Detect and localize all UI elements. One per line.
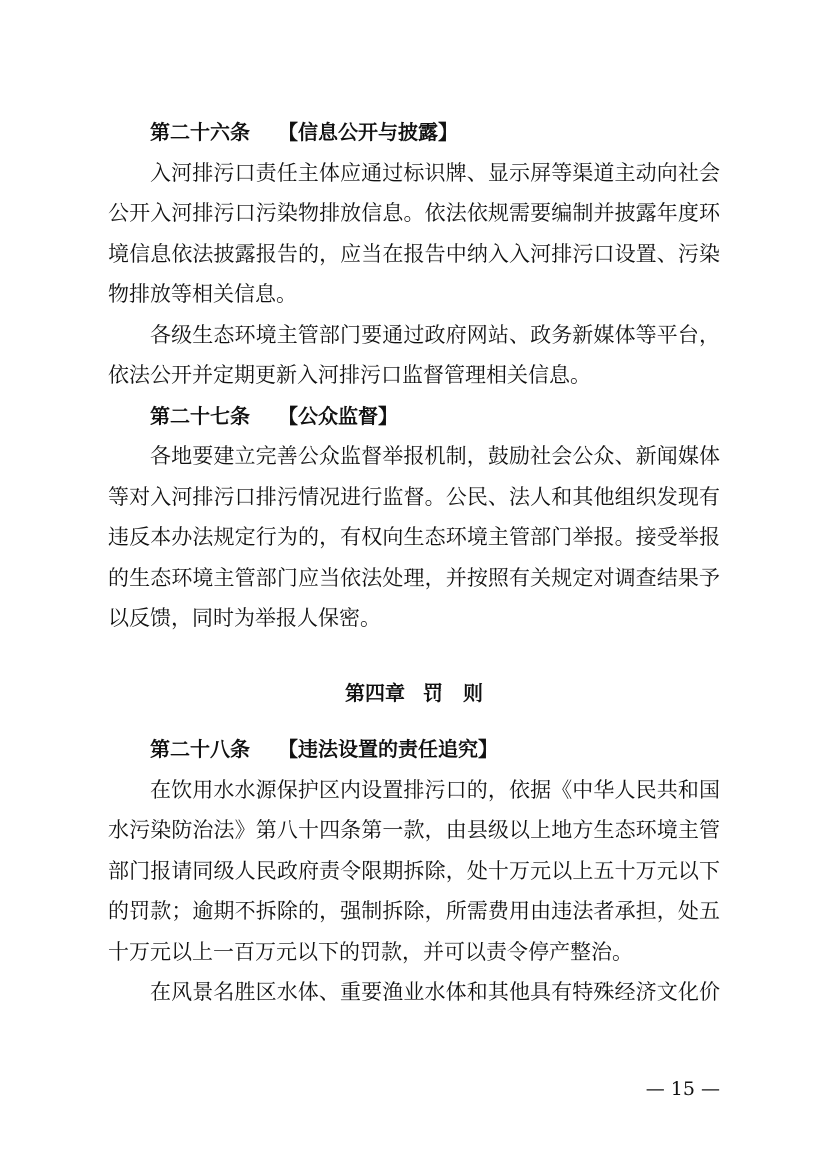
chapter-4-heading (108, 673, 720, 714)
section-spacer (108, 639, 720, 673)
article-26-heading (108, 112, 720, 153)
article-28-p1-line-1: 在饮用水水源保护区内设置排污口的，依据《中华人民共和国 (150, 777, 720, 802)
article-28-p2-line-1: 在风景名胜区水体、重要渔业水体和其他具有特殊经济文化价 (150, 980, 720, 1004)
article-27-p1-line-3: 违反本办法规定行为的，有权向生态环境主管部门举报。接受举报 (108, 525, 720, 549)
article-26-p2-line-1: 各级生态环境主管部门要通过政府网站、政务新媒体等平台， (150, 322, 720, 347)
article-27-p1-line-2: 等对入河排污口排污情况进行监督。公民、法人和其他组织发现有 (108, 484, 720, 509)
article-27-p1-line-1: 各地要建立完善公众监督举报机制，鼓励社会公众、新闻媒体 (150, 444, 720, 468)
article-28-number: 第二十八条 (150, 737, 250, 761)
article-28-p1-line-2: 水污染防治法》第八十四条第一款，由县级以上地方生态环境主管 (108, 818, 720, 842)
article-27-number: 第二十七条 (150, 403, 250, 428)
article-26-title: 【信息公开与披露】 (278, 120, 458, 144)
article-27-p1-line-4: 的生态环境主管部门应当依法处理，并按照有关规定对调查结果予 (108, 565, 720, 590)
article-28-heading (108, 729, 720, 770)
article-26-p1-line-4: 物排放等相关信息。 (108, 282, 297, 306)
chapter-4-title: 罚 则 (423, 680, 483, 705)
article-28-title: 【违法设置的责任追究】 (278, 737, 498, 761)
article-28-p1-line-5: 十万元以上一百万元以下的罚款，并可以责令停产整治。 (108, 939, 633, 964)
article-28-p1-line-4: 的罚款；逾期不拆除的，强制拆除，所需费用由违法者承担，处五 (108, 899, 720, 923)
article-26-p2-line-2: 依法公开并定期更新入河排污口监督管理相关信息。 (108, 363, 591, 387)
article-27-title: 【公众监督】 (278, 403, 398, 428)
article-28-p1-line-3: 部门报请同级人民政府责令限期拆除，处十万元以上五十万元以下 (108, 858, 720, 883)
article-26-p1-line-3: 境信息依法披露报告的，应当在报告中纳入入河排污口设置、污染 (108, 241, 720, 266)
article-26-number: 第二十六条 (150, 120, 250, 144)
chapter-4-number: 第四章 (345, 680, 405, 705)
article-27-heading (108, 396, 720, 437)
page-number: — 15 — (645, 1078, 720, 1100)
section-spacer (108, 713, 720, 729)
article-27-p1-line-5: 以反馈，同时为举报人保密。 (108, 606, 381, 630)
article-26-p1-line-2: 公开入河排污口污染物排放信息。依法依规需要编制并披露年度环 (108, 201, 720, 225)
article-26-p1-line-1: 入河排污口责任主体应通过标识牌、显示屏等渠道主动向社会 (150, 160, 720, 185)
document-page (108, 112, 720, 1013)
